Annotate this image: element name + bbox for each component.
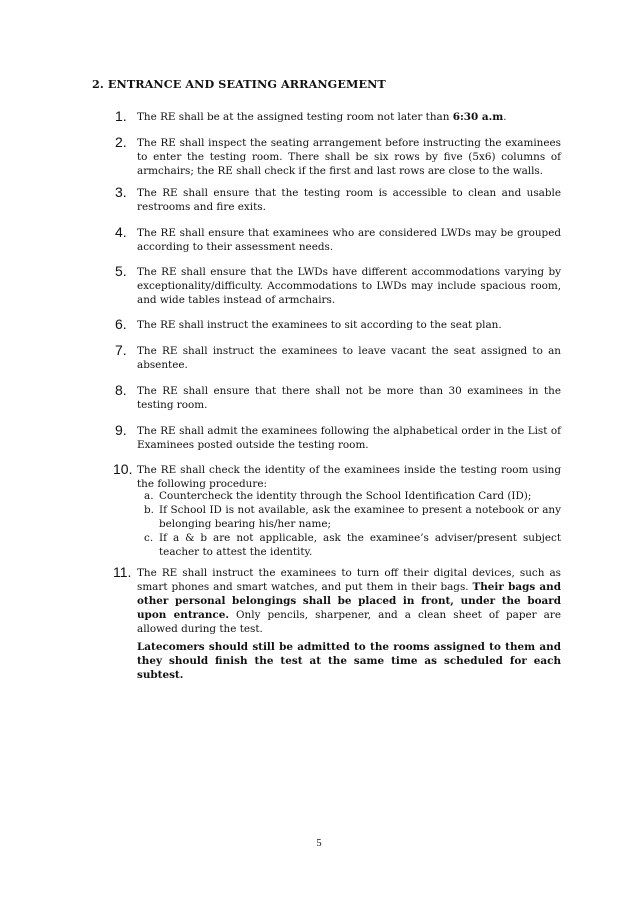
item-number: 9.	[115, 422, 127, 438]
item-text: The RE shall admit the examinees following the alphabetical order in the List of Examinees posted outside the testing room.	[137, 425, 561, 451]
item-text: The RE shall ensure that examinees who are considered LWDs may be grouped according to their assessment needs.	[137, 227, 561, 253]
item-text: The RE shall ensure that the testing room is accessible to clean and usable restrooms and fire exits.	[137, 187, 561, 213]
item-number: 6.	[115, 316, 127, 332]
item-number: 5.	[115, 263, 127, 279]
item-number: 11.	[113, 564, 132, 580]
item-number: 3.	[115, 184, 127, 200]
item-text: The RE shall check the identity of the examinees inside the testing room using the following procedure:	[137, 464, 561, 490]
item-number: 7.	[115, 342, 127, 358]
page-number: 5	[316, 838, 322, 849]
item-text: The RE shall ensure that there shall not be more than 30 examinees in the testing room.	[137, 385, 561, 411]
item-number: 10.	[113, 461, 133, 477]
item-number: 1.	[115, 108, 127, 124]
item-number: 4.	[115, 224, 127, 240]
sub-list	[137, 489, 561, 559]
latecomers-note: Latecomers should still be admitted to the rooms assigned to them and they should finish the test at the same time as scheduled for each subtest.	[137, 641, 561, 681]
sub-list-item: b. If School ID is not available, ask the examinee to present a notebook or any belonging bearing his/her name;	[144, 504, 561, 530]
item-number: 2.	[115, 134, 127, 150]
item-text: The RE shall ensure that the LWDs have different accommodations varying by exceptionality/difficulty. Accommodations to LWDs may include spacious room, and wide tables instead of armchairs.	[137, 266, 561, 306]
sub-list-item: c. If a & b are not applicable, ask the examinee’s adviser/present subject teacher to attest the identity.	[144, 532, 561, 558]
item-text: The RE shall be at the assigned testing room not later than 6:30 a.m.	[137, 111, 507, 123]
item-text: The RE shall instruct the examinees to leave vacant the seat assigned to an absentee.	[137, 345, 561, 371]
item-text: The RE shall inspect the seating arrangement before instructing the examinees to enter the testing room. There shall be six rows by five (5x6) columns of armchairs; the RE shall check if the first and last rows are close to the walls.	[137, 137, 561, 177]
item-text: The RE shall instruct the examinees to sit according to the seat plan.	[137, 319, 502, 331]
sub-list-item: a. Countercheck the identity through the School Identification Card (ID);	[144, 490, 532, 502]
item-number: 8.	[115, 382, 127, 398]
item-text: The RE shall instruct the examinees to turn off their digital devices, such as smart phones and smart watches, and put them in their bags. Their bags and other personal belongings shall be placed in front, under the board upon entrance. Only pencils, sharpener, and a clean sheet of paper are allowed during the test.	[137, 567, 561, 635]
section-heading: 2. ENTRANCE AND SEATING ARRANGEMENT	[92, 77, 386, 91]
